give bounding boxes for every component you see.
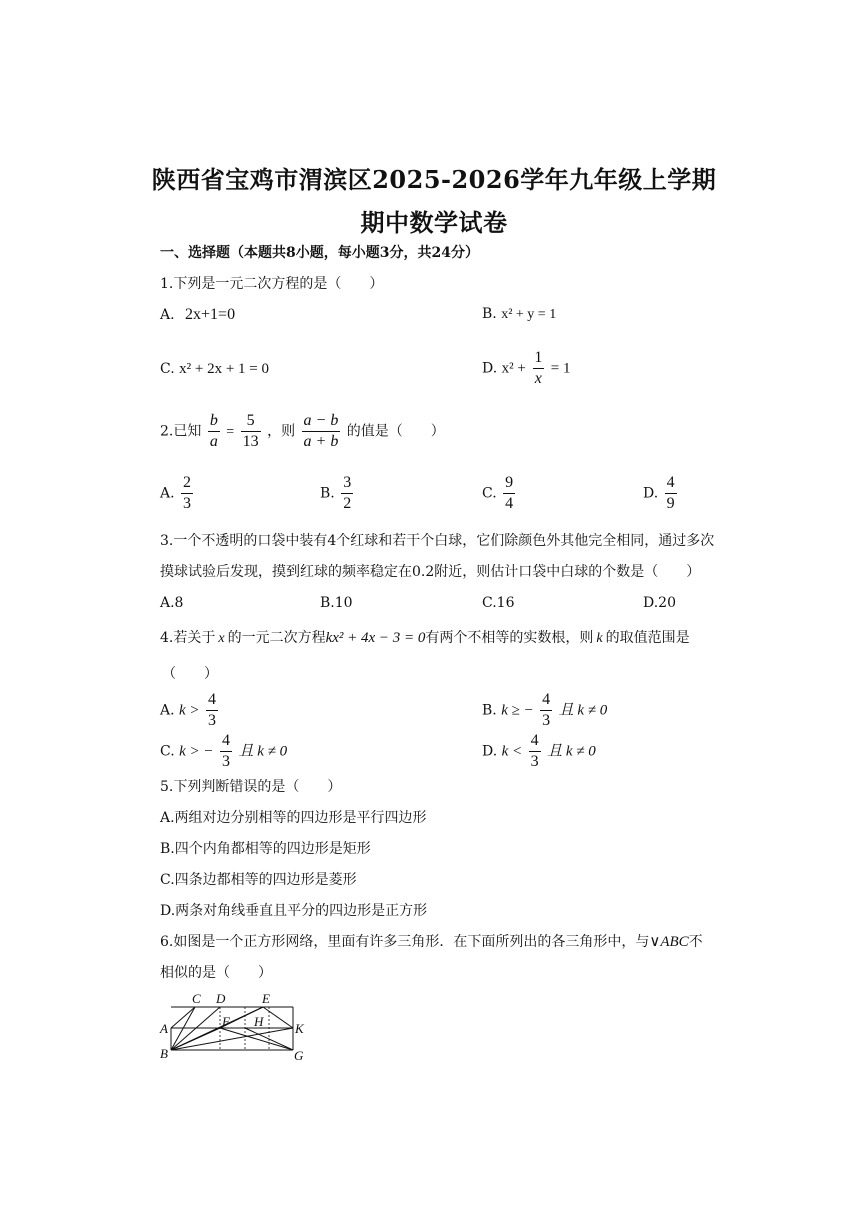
q1-stem: 1.下列是一元二次方程的是（ ） <box>160 276 384 292</box>
figure-label-b: B <box>160 1046 168 1061</box>
option-letter: D. <box>482 360 498 377</box>
q5-option-c: C.四条边都相等的四边形是菱形 <box>160 872 357 888</box>
q1-option-b <box>482 306 556 323</box>
q3-option-a: A.8 <box>160 595 184 611</box>
option-math: x² + <box>501 360 526 377</box>
option-math: 2x+1=0 <box>185 306 236 323</box>
q2-option-c: C. $\frac{9}{4}$ <box>482 474 514 512</box>
q3-option-c: C.16 <box>482 595 515 611</box>
q6-stem-line2: 相似的是（ ） <box>160 965 272 981</box>
figure-label-a: A <box>160 1021 168 1036</box>
figure-label-e: E <box>262 991 270 1006</box>
figure-line <box>171 1007 195 1028</box>
q4-answer-paren: （ ） <box>162 666 218 682</box>
q6-stem-line1: 6.如图是一个正方形网络，里面有许多三角形．在下面所列出的各三角形中，与∨ABC不 <box>160 934 703 950</box>
q1-option-c <box>160 361 269 378</box>
figure-label-k: K <box>295 1021 304 1036</box>
q5-option-d: D.两条对角线垂直且平分的四边形是正方形 <box>160 903 428 919</box>
q4-option-d: D. k < $\frac{4}{3}$ 且 k ≠ 0 <box>482 732 596 770</box>
q3-option-b: B.10 <box>320 595 353 611</box>
q2-option-b: B. $\frac{3}{2}$ <box>320 474 352 512</box>
option-math: x² + y = 1 <box>501 307 557 322</box>
figure-label-d: D <box>216 991 226 1006</box>
q3-stem-line1: 3.一个不透明的口袋中装有4个红球和若干个白球，它们除颜色外其他完全相同，通过多次 <box>160 533 715 549</box>
fraction: $\frac{1}{x}$ <box>534 349 543 387</box>
q3-option-d: D.20 <box>643 595 676 611</box>
q1-option-a <box>160 306 235 324</box>
q5-option-b: B.四个内角都相等的四边形是矩形 <box>160 841 371 857</box>
q5-option-a: A.两组对边分别相等的四边形是平行四边形 <box>160 810 427 826</box>
q2-option-d: D. $\frac{4}{9}$ <box>643 474 675 512</box>
fraction: $\frac{b}{a}$ <box>209 412 218 450</box>
option-math: x² + 2x + 1 = 0 <box>179 361 270 377</box>
q6-grid-figure <box>155 988 315 1070</box>
figure-line <box>263 1007 293 1028</box>
figure-line <box>171 1028 220 1050</box>
fraction: $\frac{a - b}{a + b}$ <box>303 412 339 450</box>
q3-stem-line2: 摸球试验后发现，摸到红球的频率稳定在0.2附近，则估计口袋中白球的个数是（ ） <box>160 564 701 580</box>
option-letter: B. <box>482 306 497 322</box>
exam-title-line1: 陕西省宝鸡市渭滨区2025-2026学年九年级上学期 <box>151 165 717 194</box>
q4-option-a: A. k > $\frac{4}{3}$ <box>160 691 216 729</box>
q4-option-b: B. k ≥ − $\frac{4}{3}$ 且 k ≠ 0 <box>482 691 608 729</box>
figure-label-h: H <box>254 1014 264 1029</box>
fraction: $\frac{5}{13}$ <box>242 412 259 450</box>
exam-title-line2: 期中数学试卷 <box>360 208 508 237</box>
q5-stem: 5.下列判断错误的是（ ） <box>160 779 342 795</box>
figure-label-f: F <box>222 1014 230 1029</box>
figure-label-g: G <box>294 1048 304 1063</box>
q2-stem: 2.已知 $\frac{b}{a}$ = $\frac{5}{13}$ ，则 $\frac{a - b}{a + b}$ 的值是（ ） <box>160 412 445 450</box>
option-letter: C. <box>160 361 175 377</box>
q2-option-a: A. $\frac{2}{3}$ <box>160 474 192 512</box>
q1-option-d: D. x² + $\frac{1}{x}$ = 1 <box>482 349 571 387</box>
figure-label-c: C <box>192 991 201 1006</box>
section-heading: 一、选择题（本题共8小题，每小题3分，共24分） <box>160 245 479 261</box>
option-letter: A. <box>160 307 175 323</box>
q4-option-c: C. k > − $\frac{4}{3}$ 且 k ≠ 0 <box>160 732 288 770</box>
q4-stem: 4.若关于 x 的一元二次方程kx² + 4x − 3 = 0有两个不相等的实数根，则 k 的取值范围是 <box>160 630 690 646</box>
